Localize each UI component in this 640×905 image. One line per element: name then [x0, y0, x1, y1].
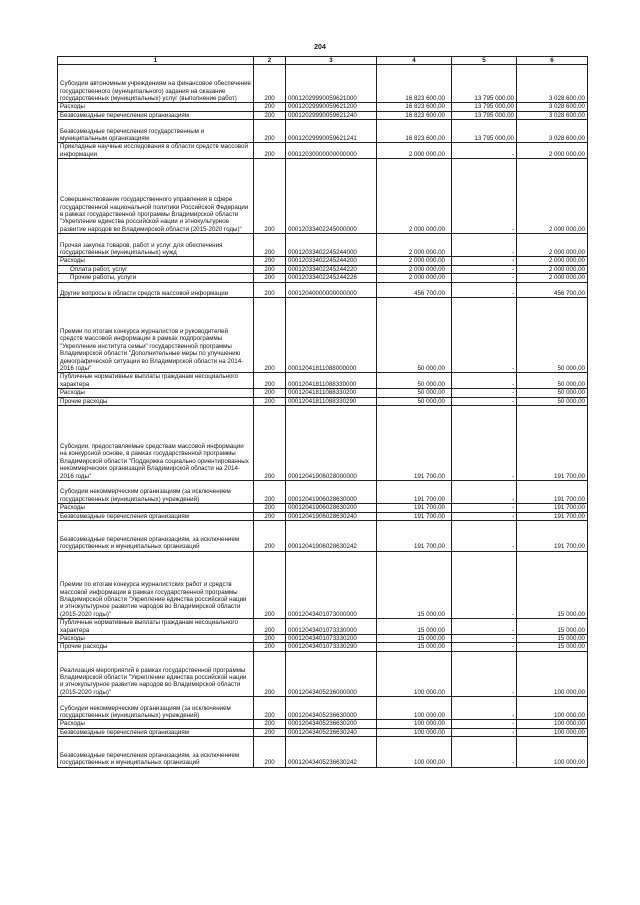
row-name: Безвозмездные перечисления организациям	[60, 512, 189, 520]
row-name: Прочая закупка товаров, работ и услуг для обеспечения государственных (муниципальных) нужд	[60, 241, 223, 256]
row-grbs-code: 200	[254, 651, 286, 696]
row-grbs-code: 200	[254, 120, 286, 143]
row-remaining-amount: 3 028 600,00	[517, 111, 588, 119]
row-remaining-amount: 50 000,00	[517, 298, 588, 373]
row-planned-amount: 50 000,00	[377, 397, 452, 405]
row-planned-amount: 50 000,00	[377, 373, 452, 389]
row-grbs-code: 200	[254, 282, 286, 298]
row-name: Субсидии автономным учреждениям на финансовое обеспечение государственного (муниципального) задания на оказание государственных (муниципальных) услуг (выполнение работ)	[60, 80, 252, 102]
row-remaining-amount: 2 000 000,00	[517, 143, 588, 159]
row-name-cell	[58, 728, 254, 736]
row-budget-code: 00012043405236000000	[286, 651, 377, 696]
row-grbs-code: 200	[254, 389, 286, 397]
row-budget-code: 00012043401073330200	[286, 635, 377, 643]
row-name-cell	[58, 65, 254, 103]
row-planned-amount: 2 000 000,00	[377, 274, 452, 282]
row-planned-amount: 2 000 000,00	[377, 265, 452, 273]
table-row	[58, 504, 588, 512]
row-budget-code: 00012041906028630200	[286, 504, 377, 512]
row-name: Расходы	[60, 635, 85, 643]
row-name-cell	[58, 697, 254, 720]
row-planned-amount: 15 000,00	[377, 551, 452, 619]
row-planned-amount: 2 000 000,00	[377, 234, 452, 257]
row-name-cell	[58, 643, 254, 651]
table-row	[58, 728, 588, 736]
row-name-cell	[58, 389, 254, 397]
row-name-cell	[58, 619, 254, 635]
row-name-cell	[58, 737, 254, 768]
row-executed-amount: -	[452, 619, 517, 635]
row-remaining-amount: 191 700,00	[517, 481, 588, 504]
row-planned-amount: 2 000 000,00	[377, 159, 452, 234]
row-grbs-code: 200	[254, 397, 286, 405]
row-budget-code: 00012041906028630000	[286, 481, 377, 504]
row-grbs-code: 200	[254, 728, 286, 736]
row-name: Субсидии, предоставляемые средствам массовой информации на конкурсной основе, в рамках государственной программы Владимирской области "Поддержка социально ориентированных некоммерческих организаций Владимирской области на 2014-2016 годы"	[60, 443, 249, 480]
row-budget-code: 00012040000000000000	[286, 282, 377, 298]
row-grbs-code: 200	[254, 481, 286, 504]
table-row	[58, 65, 588, 103]
row-remaining-amount: 100 000,00	[517, 737, 588, 768]
row-executed-amount: -	[452, 635, 517, 643]
row-budget-code: 00012043401073000000	[286, 551, 377, 619]
row-budget-code: 00012033402245244000	[286, 234, 377, 257]
row-planned-amount: 456 700,00	[377, 282, 452, 298]
row-name: Прочие расходы	[60, 643, 108, 651]
table-row	[58, 103, 588, 111]
row-planned-amount: 2 000 000,00	[377, 143, 452, 159]
row-planned-amount: 15 000,00	[377, 643, 452, 651]
row-grbs-code: 200	[254, 111, 286, 119]
row-executed-amount: -	[452, 551, 517, 619]
row-remaining-amount: 15 000,00	[517, 643, 588, 651]
row-name: Другие вопросы в области средств массовой информации	[60, 290, 229, 298]
row-budget-code: 00012043405236630240	[286, 728, 377, 736]
table-row	[58, 512, 588, 520]
row-grbs-code: 200	[254, 298, 286, 373]
row-name: Прикладные научные исследования в области средств массовой информации	[60, 143, 248, 158]
table-row	[58, 298, 588, 373]
row-planned-amount: 191 700,00	[377, 521, 452, 552]
table-row	[58, 282, 588, 298]
row-grbs-code: 200	[254, 720, 286, 728]
row-grbs-code: 200	[254, 504, 286, 512]
row-executed-amount: -	[452, 265, 517, 273]
row-planned-amount: 191 700,00	[377, 512, 452, 520]
table-row	[58, 521, 588, 552]
row-remaining-amount: 100 000,00	[517, 720, 588, 728]
row-grbs-code: 200	[254, 521, 286, 552]
row-grbs-code: 200	[254, 65, 286, 103]
table-row	[58, 265, 588, 273]
row-remaining-amount: 15 000,00	[517, 635, 588, 643]
row-name: Публичные нормативные выплаты гражданам несоциального характера	[60, 373, 238, 388]
row-executed-amount: -	[452, 397, 517, 405]
row-name: Оплата работ, услуг	[70, 265, 128, 273]
row-executed-amount: -	[452, 521, 517, 552]
row-name: Расходы	[60, 103, 85, 111]
row-planned-amount: 50 000,00	[377, 298, 452, 373]
row-executed-amount: -	[452, 298, 517, 373]
row-grbs-code: 200	[254, 159, 286, 234]
row-name: Расходы	[60, 389, 85, 397]
row-budget-code: 00012033402245000000	[286, 159, 377, 234]
row-executed-amount: -	[452, 512, 517, 520]
row-name: Реализация мероприятий в рамках государственной программы Владимирской области "Укрепление единства российской нации и этнокультурное развитие народов во Владимирской области (2015-2020 годы)"	[60, 666, 247, 696]
row-name-cell	[58, 512, 254, 520]
row-planned-amount: 191 700,00	[377, 406, 452, 481]
row-grbs-code: 200	[254, 257, 286, 265]
row-remaining-amount: 100 000,00	[517, 651, 588, 696]
column-header: 3	[286, 57, 377, 65]
row-name-cell	[58, 111, 254, 119]
table-row	[58, 551, 588, 619]
row-remaining-amount: 50 000,00	[517, 389, 588, 397]
row-executed-amount: 13 795 000,00	[452, 120, 517, 143]
row-budget-code: 00012029990059621241	[286, 120, 377, 143]
table-header-row	[58, 57, 588, 65]
row-budget-code: 00012041811088330200	[286, 389, 377, 397]
row-name-cell	[58, 373, 254, 389]
row-planned-amount: 50 000,00	[377, 389, 452, 397]
row-name: Прочие расходы	[60, 397, 108, 405]
row-name: Публичные нормативные выплаты гражданам несоциального характера	[60, 619, 238, 634]
row-executed-amount: -	[452, 143, 517, 159]
row-remaining-amount: 3 028 600,00	[517, 103, 588, 111]
row-executed-amount: 13 795 000,00	[452, 65, 517, 103]
table-row	[58, 643, 588, 651]
row-planned-amount: 191 700,00	[377, 481, 452, 504]
row-executed-amount: 13 795 000,00	[452, 111, 517, 119]
row-name: Безвозмездные перечисления организациям	[60, 111, 189, 119]
row-name-cell	[58, 257, 254, 265]
table-row	[58, 481, 588, 504]
table-row	[58, 120, 588, 143]
row-executed-amount: -	[452, 481, 517, 504]
table-body	[58, 65, 588, 767]
row-name-cell	[58, 551, 254, 619]
row-planned-amount: 100 000,00	[377, 728, 452, 736]
table-row	[58, 397, 588, 405]
row-executed-amount: -	[452, 697, 517, 720]
row-remaining-amount: 191 700,00	[517, 512, 588, 520]
row-grbs-code: 200	[254, 619, 286, 635]
row-name-cell	[58, 504, 254, 512]
row-remaining-amount: 50 000,00	[517, 397, 588, 405]
row-name-cell	[58, 282, 254, 298]
table-row	[58, 651, 588, 696]
row-executed-amount: -	[452, 720, 517, 728]
row-executed-amount: -	[452, 737, 517, 768]
row-budget-code: 00012030000000000000	[286, 143, 377, 159]
row-budget-code: 00012043405236630000	[286, 697, 377, 720]
row-grbs-code: 200	[254, 551, 286, 619]
row-budget-code: 00012043401073330000	[286, 619, 377, 635]
row-name-cell	[58, 397, 254, 405]
row-planned-amount: 191 700,00	[377, 504, 452, 512]
row-budget-code: 00012029990059621000	[286, 65, 377, 103]
row-name: Безвозмездные перечисления государственным и муниципальным организациям	[60, 127, 205, 142]
column-header: 1	[58, 57, 254, 65]
row-name: Премии по итогам конкурса журналистских работ и средств массовой информации в рамках государственной программы Владимирской области "Укрепление единства российской нации и этнокультурное развитие народов во Владимирской области (2015-2020 годы)"	[60, 581, 247, 618]
row-name-cell	[58, 406, 254, 481]
row-name-cell	[58, 298, 254, 373]
row-executed-amount: -	[452, 651, 517, 696]
row-remaining-amount: 2 000 000,00	[517, 257, 588, 265]
row-name-cell	[58, 635, 254, 643]
row-name-cell	[58, 234, 254, 257]
column-header: 6	[517, 57, 588, 65]
row-name: Субсидии некоммерческим организациям (за исключением государственных (муниципальных) учреждений)	[60, 704, 231, 720]
row-budget-code: 00012033402245244200	[286, 257, 377, 265]
row-executed-amount: -	[452, 406, 517, 481]
table-row	[58, 619, 588, 635]
row-name: Премии по итогам конкурса журналистов и руководителей средств массовой информации в рамках подпрограммы "Укрепление института семьи" государственной программы Владимирской области "Дополнительные меры по улучшению демографической ситуации во Владимирской области на 2014-2016 годы"	[60, 327, 244, 373]
row-grbs-code: 200	[254, 406, 286, 481]
row-name-cell	[58, 143, 254, 159]
row-budget-code: 00012033402245244226	[286, 274, 377, 282]
table-row	[58, 373, 588, 389]
row-remaining-amount: 456 700,00	[517, 282, 588, 298]
row-remaining-amount: 191 700,00	[517, 504, 588, 512]
row-budget-code: 00012041906028000000	[286, 406, 377, 481]
row-grbs-code: 200	[254, 274, 286, 282]
row-grbs-code: 200	[254, 234, 286, 257]
table-row	[58, 635, 588, 643]
row-grbs-code: 200	[254, 512, 286, 520]
row-name: Расходы	[60, 720, 85, 728]
budget-table	[57, 56, 588, 768]
row-grbs-code: 200	[254, 643, 286, 651]
table-row	[58, 737, 588, 768]
row-planned-amount: 15 000,00	[377, 619, 452, 635]
row-planned-amount: 2 000 000,00	[377, 257, 452, 265]
row-grbs-code: 200	[254, 373, 286, 389]
column-header: 5	[452, 57, 517, 65]
row-remaining-amount: 2 000 000,00	[517, 234, 588, 257]
column-header: 2	[254, 57, 286, 65]
row-planned-amount: 16 823 600,00	[377, 120, 452, 143]
row-budget-code: 00012043405236630242	[286, 737, 377, 768]
row-budget-code: 00012041811088000000	[286, 298, 377, 373]
row-remaining-amount: 191 700,00	[517, 406, 588, 481]
row-remaining-amount: 100 000,00	[517, 728, 588, 736]
row-budget-code: 00012041811088330290	[286, 397, 377, 405]
table-row	[58, 274, 588, 282]
table-row	[58, 406, 588, 481]
row-executed-amount: -	[452, 274, 517, 282]
row-remaining-amount: 15 000,00	[517, 551, 588, 619]
row-name-cell	[58, 274, 254, 282]
row-name: Прочие работы, услуги	[70, 274, 137, 282]
row-planned-amount: 16 823 600,00	[377, 111, 452, 119]
row-budget-code: 00012029990059621240	[286, 111, 377, 119]
row-name-cell	[58, 159, 254, 234]
row-grbs-code: 200	[254, 697, 286, 720]
row-remaining-amount: 3 028 600,00	[517, 120, 588, 143]
table-row	[58, 234, 588, 257]
row-budget-code: 00012041906028630242	[286, 521, 377, 552]
row-executed-amount: -	[452, 234, 517, 257]
row-grbs-code: 200	[254, 103, 286, 111]
row-planned-amount: 16 823 600,00	[377, 65, 452, 103]
row-budget-code: 00012041811088330000	[286, 373, 377, 389]
table-row	[58, 697, 588, 720]
row-name: Субсидии некоммерческим организациям (за исключением государственных (муниципальных) учреждений)	[60, 488, 231, 503]
row-name: Совершенствование государственного управления в сфере государственной национальной политики Российской Федерации в рамках государственной программы Владимирской области "Укрепление единства российской нации и этнокультурное развитие народов во Владимирской области (2015-2020 годы)"	[60, 196, 249, 233]
row-name: Безвозмездные перечисления организациям	[60, 728, 189, 736]
row-budget-code: 00012043405236630200	[286, 720, 377, 728]
row-executed-amount: -	[452, 159, 517, 234]
row-name-cell	[58, 481, 254, 504]
row-remaining-amount: 191 700,00	[517, 521, 588, 552]
row-executed-amount: -	[452, 282, 517, 298]
row-name: Расходы	[60, 257, 85, 265]
row-remaining-amount: 2 000 000,00	[517, 274, 588, 282]
row-grbs-code: 200	[254, 143, 286, 159]
row-remaining-amount: 50 000,00	[517, 373, 588, 389]
row-grbs-code: 200	[254, 737, 286, 768]
row-name: Безвозмездные перечисления организациям, за исключением государственных и муниципальных организаций	[60, 752, 240, 767]
row-budget-code: 00012043401073330290	[286, 643, 377, 651]
row-remaining-amount: 3 028 600,00	[517, 65, 588, 103]
row-executed-amount: -	[452, 504, 517, 512]
row-planned-amount: 16 823 600,00	[377, 103, 452, 111]
row-executed-amount: -	[452, 373, 517, 389]
row-budget-code: 00012029990059621200	[286, 103, 377, 111]
page-number: 204	[314, 44, 326, 51]
row-budget-code: 00012041906028630240	[286, 512, 377, 520]
row-planned-amount: 100 000,00	[377, 651, 452, 696]
row-name-cell	[58, 651, 254, 696]
table-row	[58, 143, 588, 159]
row-planned-amount: 100 000,00	[377, 737, 452, 768]
row-planned-amount: 15 000,00	[377, 635, 452, 643]
table-row	[58, 111, 588, 119]
row-remaining-amount: 2 000 000,00	[517, 265, 588, 273]
table-row	[58, 159, 588, 234]
row-grbs-code: 200	[254, 635, 286, 643]
row-remaining-amount: 100 000,00	[517, 697, 588, 720]
table-row	[58, 389, 588, 397]
row-name: Расходы	[60, 504, 85, 512]
table-row	[58, 720, 588, 728]
row-executed-amount: -	[452, 257, 517, 265]
row-budget-code: 00012033402245244220	[286, 265, 377, 273]
row-planned-amount: 100 000,00	[377, 697, 452, 720]
row-remaining-amount: 2 000 000,00	[517, 159, 588, 234]
row-name-cell	[58, 720, 254, 728]
row-executed-amount: 13 795 000,00	[452, 103, 517, 111]
row-name-cell	[58, 120, 254, 143]
row-executed-amount: -	[452, 643, 517, 651]
row-executed-amount: -	[452, 389, 517, 397]
row-name: Безвозмездные перечисления организациям, за исключением государственных и муниципальных организаций	[60, 535, 240, 551]
row-name-cell	[58, 103, 254, 111]
row-name-cell	[58, 521, 254, 552]
table-row	[58, 257, 588, 265]
row-name-cell	[58, 265, 254, 273]
row-planned-amount: 100 000,00	[377, 720, 452, 728]
row-executed-amount: -	[452, 728, 517, 736]
row-remaining-amount: 15 000,00	[517, 619, 588, 635]
row-grbs-code: 200	[254, 265, 286, 273]
column-header: 4	[377, 57, 452, 65]
